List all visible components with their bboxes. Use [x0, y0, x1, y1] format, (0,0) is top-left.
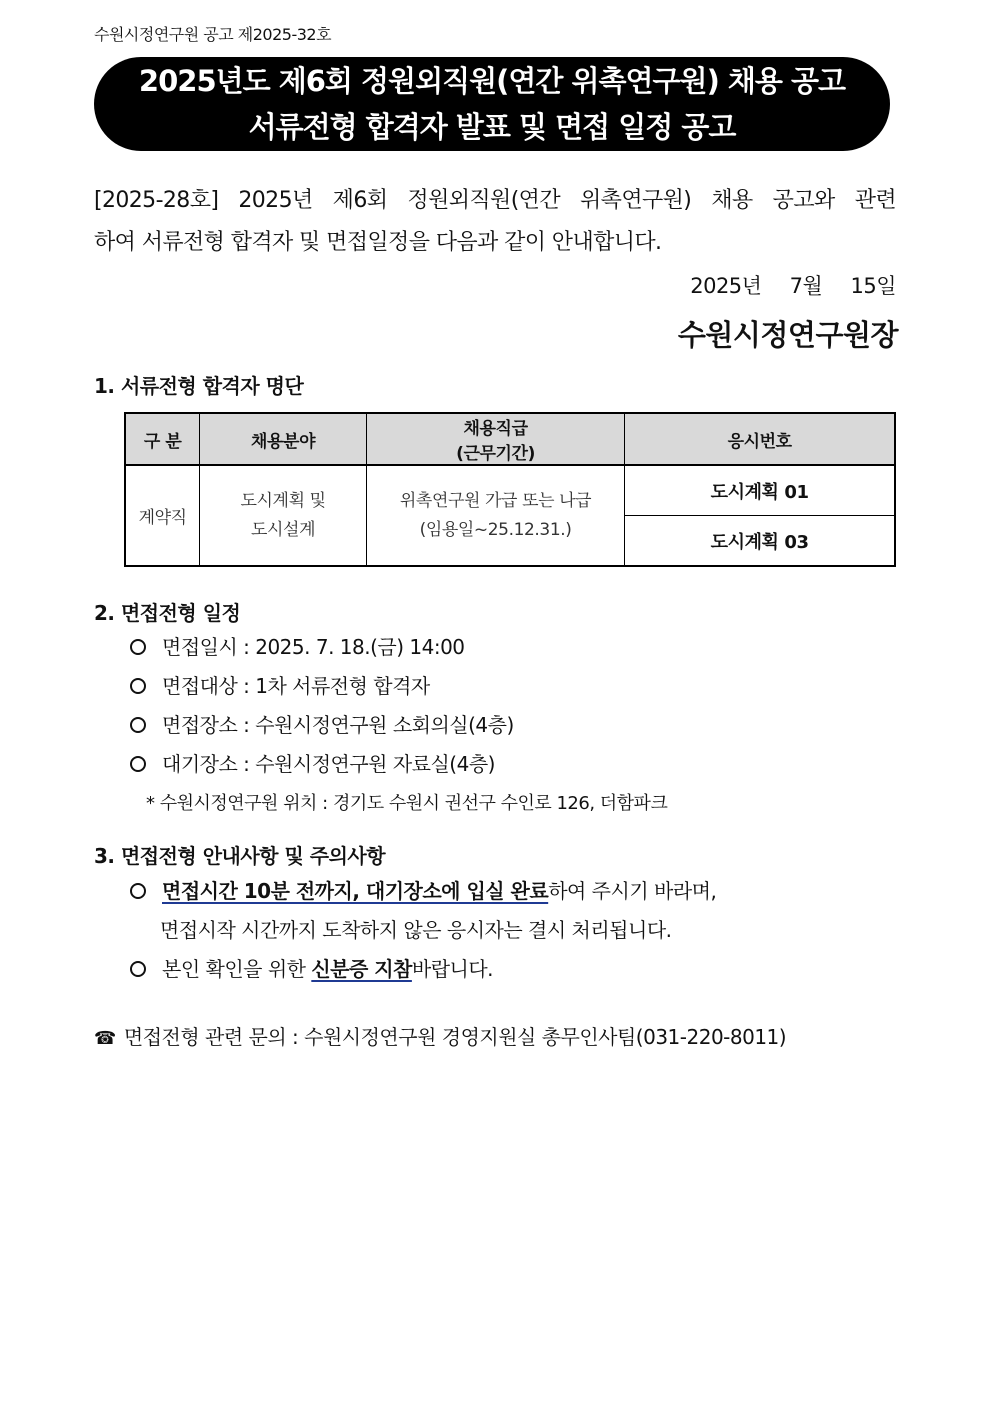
telephone-icon: ☎	[94, 1028, 116, 1049]
list-item	[126, 667, 667, 706]
table-header-row	[125, 413, 895, 465]
title-banner	[94, 57, 890, 151]
table-row	[125, 465, 895, 516]
circle-bullet-icon	[130, 883, 146, 899]
intro-line-2: 하여 서류전형 합격자 및 면접일정을 다음과 같이 안내합니다.	[94, 230, 662, 255]
cell-position-line-2: (임용일~25.12.31.)	[419, 519, 572, 540]
interview-schedule-list	[126, 628, 667, 823]
schedule-datetime: 면접일시 : 2025. 7. 18.(금) 14:00	[162, 635, 465, 659]
schedule-waiting-room: 대기장소 : 수원시정연구원 자료실(4층)	[162, 752, 495, 776]
circle-bullet-icon	[130, 756, 146, 772]
id-notice-pre: 본인 확인을 위한	[162, 957, 312, 981]
list-item	[126, 872, 716, 911]
arrival-deadline-emphasis: 면접시간 10분 전까지, 대기장소에 입실 완료	[162, 879, 549, 903]
cell-field-line-2: 도시설계	[251, 519, 316, 540]
absence-notice: 면접시작 시간까지 도착하지 않은 응시자는 결시 처리됩니다.	[160, 918, 672, 942]
location-note: * 수원시정연구원 위치 : 경기도 수원시 권선구 수인로 126, 더함파크	[146, 793, 668, 814]
id-card-emphasis: 신분증 지참	[311, 957, 412, 981]
title-line-1: 2025년도 제6회 정원외직원(연간 위촉연구원) 채용 공고	[138, 64, 846, 98]
circle-bullet-icon	[130, 961, 146, 977]
cell-applicant-number: 도시계획 03	[625, 516, 895, 567]
cell-category: 계약직	[125, 465, 200, 566]
id-notice-post: 바랍니다.	[411, 957, 494, 981]
cell-position	[366, 465, 624, 566]
section-1-title: 1. 서류전형 합격자 명단	[94, 374, 304, 398]
date-month: 7월	[789, 274, 823, 298]
list-item	[126, 950, 716, 989]
section-2-title: 2. 면접전형 일정	[94, 601, 241, 625]
passer-table	[124, 412, 896, 567]
header-category: 구 분	[125, 413, 200, 465]
section-3-title: 3. 면접전형 안내사항 및 주의사항	[94, 844, 386, 868]
intro-paragraph	[94, 180, 896, 264]
cell-field	[200, 465, 367, 566]
document-number: 수원시정연구원 공고 제2025-32호	[94, 25, 332, 44]
cell-applicant-number: 도시계획 01	[625, 465, 895, 516]
notice-list	[126, 872, 716, 989]
header-applicant-number: 응시번호	[625, 413, 895, 465]
header-field: 채용분야	[200, 413, 367, 465]
date-year: 2025년	[690, 274, 762, 298]
circle-bullet-icon	[130, 639, 146, 655]
circle-bullet-icon	[130, 678, 146, 694]
cell-field-line-1: 도시계획 및	[240, 490, 326, 511]
header-position	[366, 413, 624, 465]
list-item	[126, 745, 667, 784]
contact-info	[94, 1021, 786, 1050]
schedule-target: 면접대상 : 1차 서류전형 합격자	[162, 674, 430, 698]
header-period-label: (근무기간)	[456, 444, 535, 464]
cell-position-line-1: 위촉연구원 가급 또는 나급	[399, 490, 592, 511]
circle-bullet-icon	[130, 717, 146, 733]
schedule-venue: 면접장소 : 수원시정연구원 소회의실(4층)	[162, 713, 514, 737]
announcement-date	[690, 270, 896, 300]
date-day: 15일	[850, 274, 896, 298]
list-item	[126, 628, 667, 667]
header-position-label: 채용직급	[463, 419, 528, 439]
arrival-deadline-rest: 하여 주시기 바라며,	[548, 879, 717, 903]
intro-line-1: [2025-28호] 2025년 제6회 정원외직원(연간 위촉연구원) 채용 공고와 관련	[94, 188, 896, 213]
list-item	[126, 706, 667, 745]
signer: 수원시정연구원장	[677, 318, 898, 352]
title-line-2: 서류전형 합격자 발표 및 면접 일정 공고	[248, 110, 736, 144]
contact-text: 면접전형 관련 문의 : 수원시정연구원 경영지원실 총무인사팀(031-220-8011)	[123, 1025, 787, 1049]
